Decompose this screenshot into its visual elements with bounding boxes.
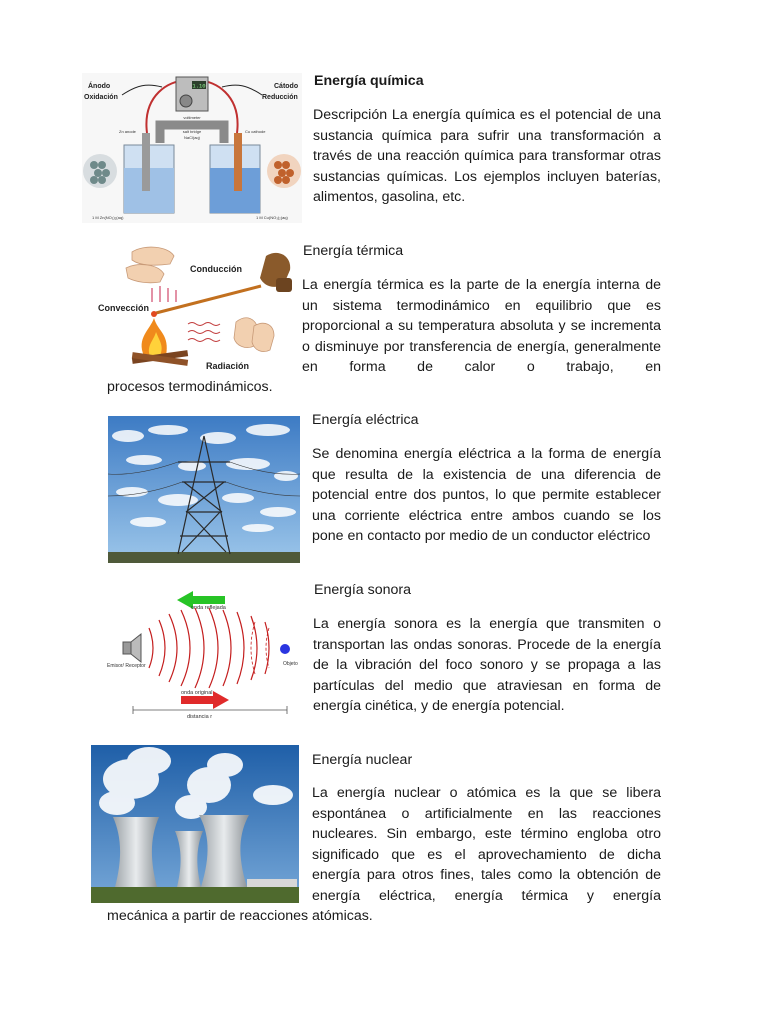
salt-bridge-label: salt bridge	[182, 129, 202, 134]
sound-wave-figure	[105, 588, 305, 720]
chemical-energy-title: Energía química	[314, 73, 424, 89]
chemical-energy-text	[313, 105, 661, 208]
radiation-label: Radiación	[206, 361, 250, 371]
nuclear-energy-title: Energía nuclear	[312, 752, 413, 768]
thermal-energy-paragraph: La energía térmica es la parte de la energía interna de un sistema termodinámico en equilibrio que es proporcional a su temperatura absoluta y se incrementa o disminuye por transferencia de energía, generalmente en forma de calor o trabajo, en	[302, 277, 661, 376]
sound-energy-title: Energía sonora	[314, 582, 412, 598]
thermal-energy-tail: procesos termodinámicos.	[107, 379, 273, 395]
oxidation-label: Oxidación	[84, 94, 118, 101]
electrochemical-cell-figure	[82, 73, 302, 223]
right-solution-label: 1 M Cu(NO₃)₂(aq)	[256, 215, 288, 220]
sound-energy-paragraph: La energía sonora es la energía que transmiten o transportan las ondas sonoras. Procede de la energía de la vibración del foco sonoro y se propaga a las partículas del medio que atraviesan en forma de energía cinética, y de energía potencial.	[313, 616, 661, 715]
electrical-energy-title: Energía eléctrica	[312, 412, 419, 428]
sound-energy-text	[313, 614, 661, 717]
nuclear-energy-paragraph: La energía nuclear o atómica es la que se libera espontánea o artificialmente en las reacciones nucleares. Sin embargo, este término engloba otro significado que es el aprovechamiento de dicha energía para otros fines, tales como la obtención de energía eléctrica, energía térmica y energía	[312, 785, 661, 904]
voltmeter-reading: 1.10	[192, 82, 206, 90]
anode-label: Ánodo	[88, 83, 111, 90]
thermal-energy-text	[302, 275, 661, 378]
left-solution-label: 1 M Zn(NO₃)₂(aq)	[92, 215, 124, 220]
voltmeter-label: voltimeter	[183, 115, 201, 120]
emitter-label: Emisor/ Receptor	[107, 663, 146, 669]
zn-anode-label: Zn anode	[119, 129, 136, 134]
electrical-energy-text	[312, 444, 661, 547]
electrical-energy-paragraph: Se denomina energía eléctrica a la forma de energía que resulta de la existencia de una diferencia de potencial entre dos puntos, lo que permite establecer una corriente eléctrica entre ambos cuando se los pone en contacto por medio de un conductor eléctrico	[312, 446, 661, 545]
distance-label: distancia r	[187, 714, 213, 720]
heat-transfer-figure	[96, 238, 296, 373]
object-icon	[280, 644, 290, 654]
nuclear-energy-tail: mecánica a partir de reacciones atómicas.	[107, 908, 373, 924]
zinc-atoms-icon	[83, 154, 117, 188]
cu-cathode-label: Cu cathode	[245, 129, 266, 134]
nuclear-energy-text	[312, 783, 661, 907]
power-tower-photo	[108, 416, 300, 563]
thermal-energy-title: Energía térmica	[303, 243, 404, 259]
reduction-label: Reducción	[262, 94, 298, 101]
nacl-label: NaCl(aq)	[183, 135, 201, 140]
object-label: Objeto	[283, 661, 298, 667]
conduction-label: Conducción	[190, 264, 242, 274]
reflected-wave-label: onda reflejada	[191, 605, 226, 611]
cathode-label: Cátodo	[274, 83, 299, 90]
copper-atoms-icon	[267, 154, 301, 188]
cooling-towers-photo	[91, 745, 299, 903]
original-wave-label: onda original	[181, 690, 213, 696]
convection-label: Convección	[98, 303, 150, 313]
chemical-energy-paragraph: Descripción La energía química es el potencial de una sustancia química para sufrir una transformación a través de una reacción química para transformar otras sustancias químicas. Los ejemplos incluyen baterías, alimentos, gasolina, etc.	[313, 107, 661, 206]
